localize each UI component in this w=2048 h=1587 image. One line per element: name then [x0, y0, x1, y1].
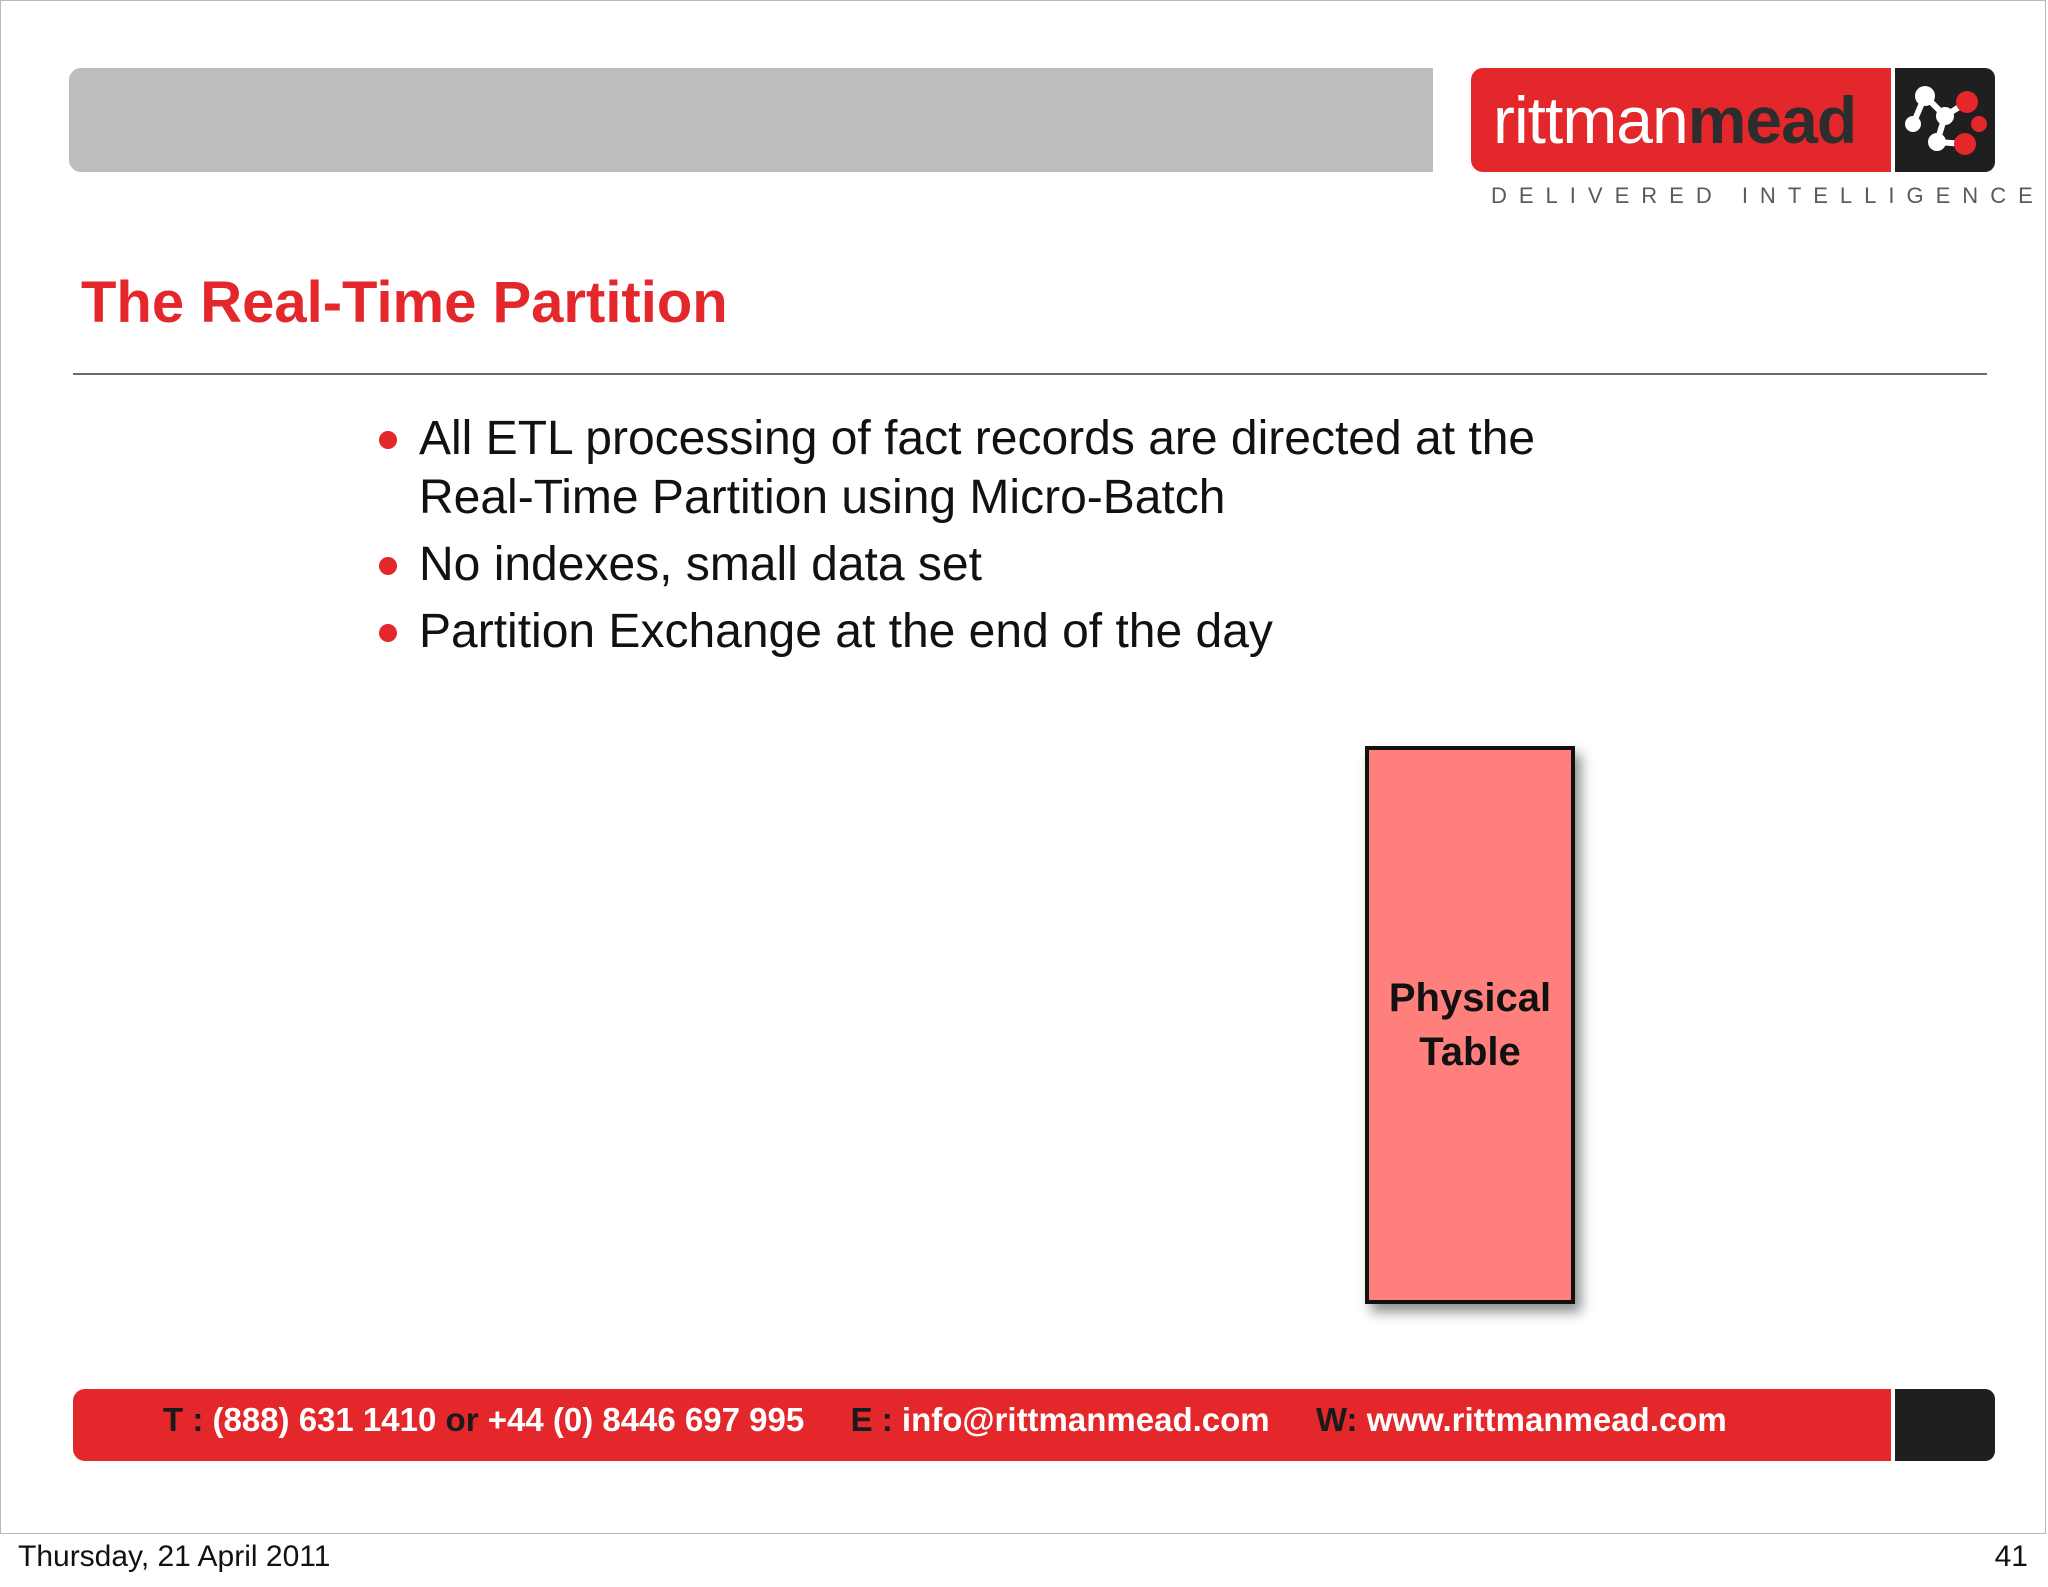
header-grey-bar — [69, 68, 1433, 172]
web-key: W: — [1315, 1401, 1358, 1438]
contact-line — [163, 1396, 1727, 1444]
footer-black-block — [1895, 1389, 1995, 1461]
bullet-dot-icon — [379, 624, 397, 642]
bullet-item — [379, 535, 1629, 594]
bullet-list — [379, 409, 1629, 669]
logo-molecule-icon — [1895, 68, 1995, 172]
physical-table-box — [1365, 746, 1575, 1304]
bullet-item — [379, 602, 1629, 661]
web-link[interactable]: www.rittmanmead.com — [1366, 1401, 1727, 1438]
logo-tagline: DELIVERED INTELLIGENCE — [1491, 183, 2045, 208]
phone-value: (888) 631 1410 — [212, 1401, 437, 1438]
bullet-dot-icon — [379, 431, 397, 449]
bullet-text: No indexes, small data set — [419, 538, 982, 591]
physical-table-label: Physical Table — [1388, 976, 1552, 1074]
bullet-text: Partition Exchange at the end of the day — [419, 605, 1273, 658]
or-text: or — [445, 1401, 479, 1438]
bullet-dot-icon — [379, 557, 397, 575]
title-divider — [73, 373, 1987, 375]
logo-text-bold: mead — [1687, 83, 1857, 157]
page-number: 41 — [1994, 1540, 2028, 1573]
company-logo — [1471, 68, 1891, 172]
logo-text — [1493, 82, 1856, 158]
slide-title: The Real-Time Partition — [81, 270, 728, 335]
logo-text-light: rittman — [1493, 83, 1688, 157]
email-link[interactable]: info@rittmanmead.com — [901, 1401, 1270, 1438]
print-date: Thursday, 21 April 2011 — [18, 1540, 331, 1573]
email-key: E : — [850, 1401, 893, 1438]
bullet-text: All ETL processing of fact records are directed at the Real-Time Partition using Micro-Batch — [419, 412, 1536, 524]
bullet-item — [379, 409, 1629, 527]
phone-key: T : — [163, 1401, 204, 1438]
phone-value-2: +44 (0) 8446 697 995 — [487, 1401, 805, 1438]
